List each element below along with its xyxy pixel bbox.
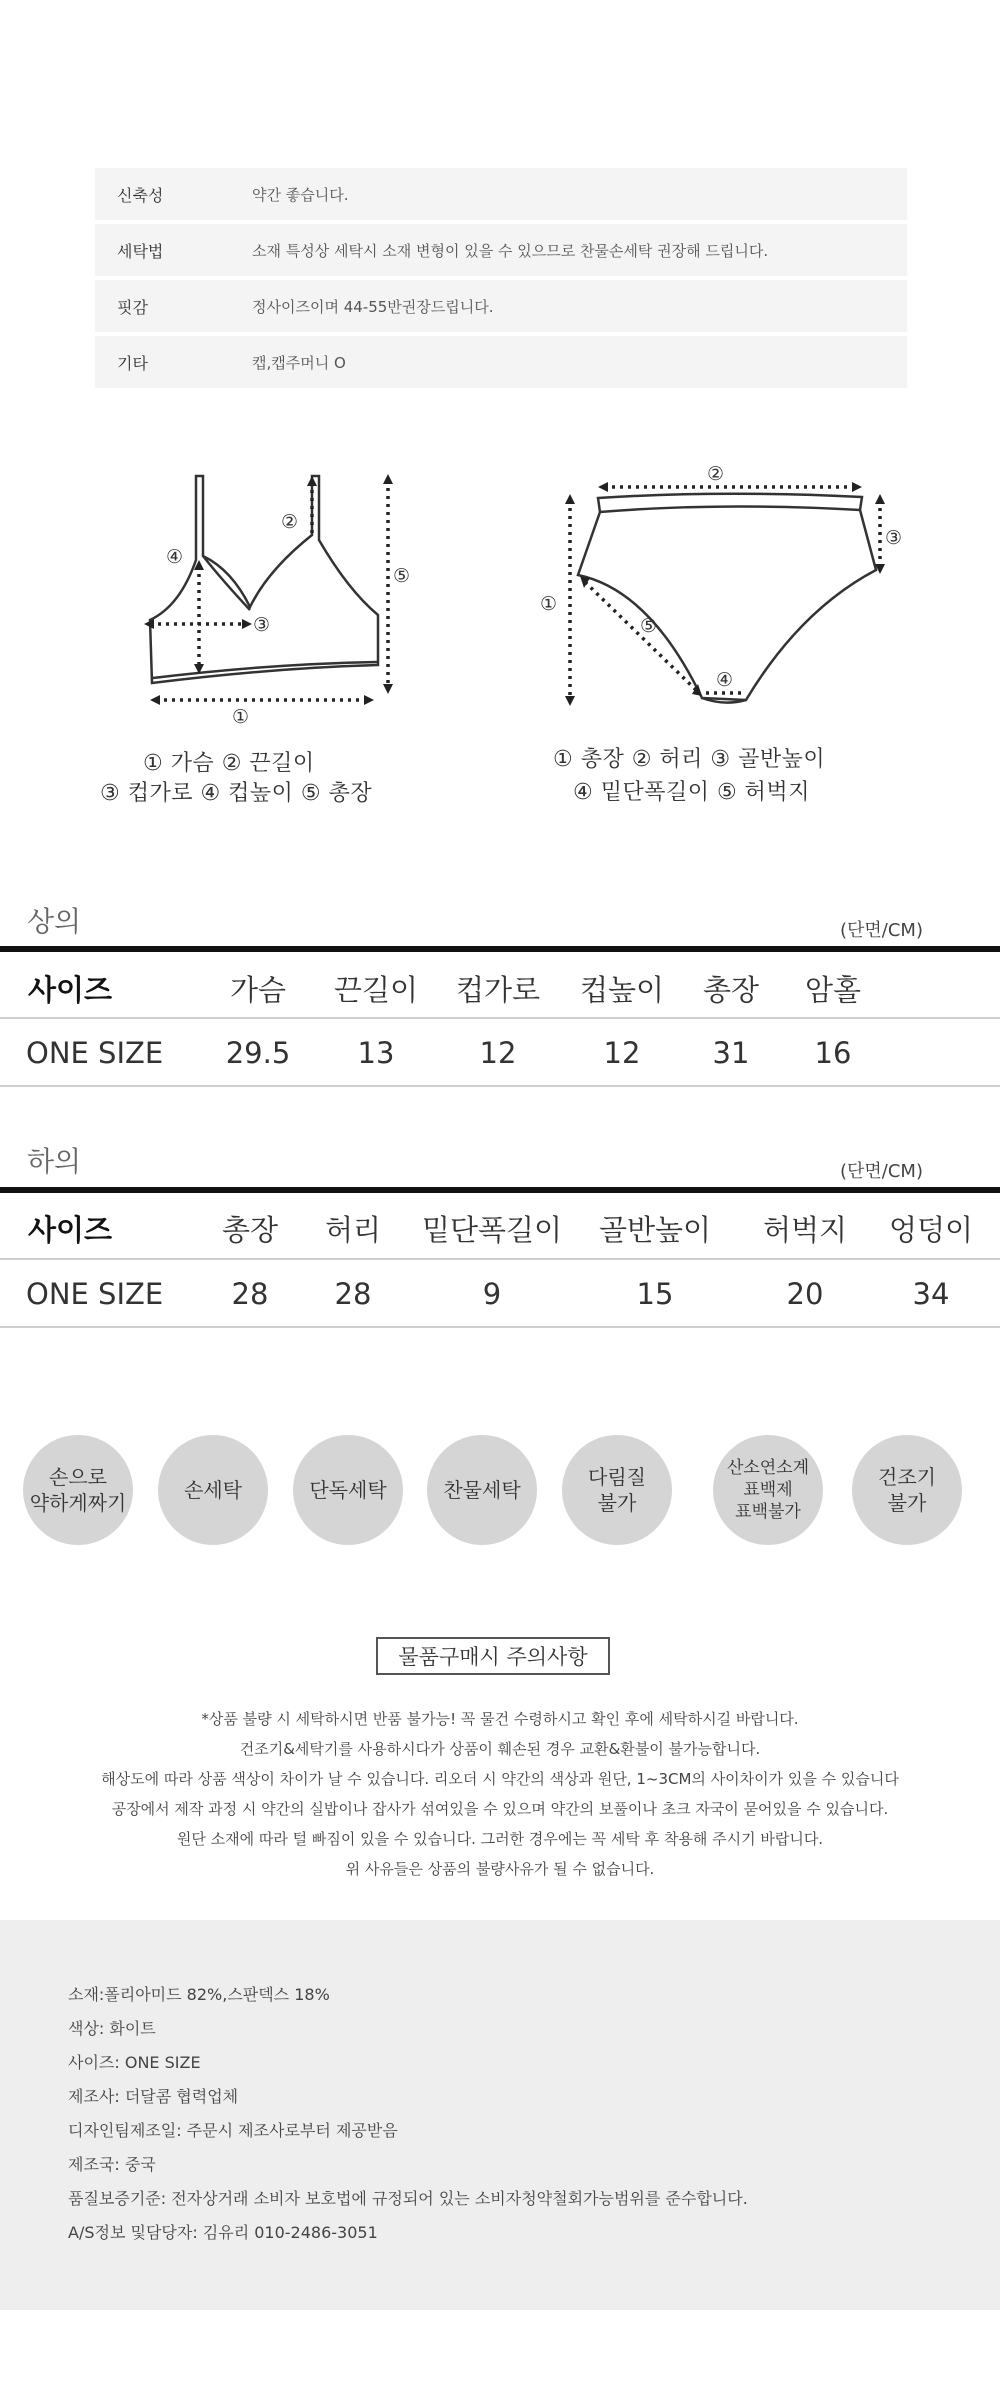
info-material: 소재:폴리아미드 82%,스판덱스 18% xyxy=(68,1985,330,2004)
header-cell: 컵가로 xyxy=(455,973,541,1007)
header-cell: 사이즈 xyxy=(28,1213,113,1247)
hand-wash-icon: 손세탁 xyxy=(158,1435,268,1545)
property-value: 정사이즈이며 44-55반권장드립니다. xyxy=(252,297,494,316)
no-bleach-icon: 산소연소계 표백제 표백불가 xyxy=(713,1435,823,1545)
property-row-stretch xyxy=(95,168,907,220)
bottom-table-unit: (단면/CM) xyxy=(840,1161,923,1182)
info-color: 색상: 화이트 xyxy=(68,2019,156,2038)
table-top-rule xyxy=(0,1187,1000,1193)
info-country: 제조국: 중국 xyxy=(68,2155,156,2174)
fabric-properties-table xyxy=(95,168,907,392)
property-label: 세탁법 xyxy=(117,241,164,261)
info-warranty: 품질보증기준: 전자상거래 소비자 보호법에 규정되어 있는 소비자청약철회가능범위를 준수합니다. xyxy=(68,2189,748,2208)
value-cell: 15 xyxy=(636,1277,674,1311)
notice-line: 건조기&세탁기를 사용하시다가 상품이 훼손된 경우 교환&환불이 불가능합니다. xyxy=(239,1740,761,1758)
header-cell: 끈길이 xyxy=(333,973,419,1007)
table-divider xyxy=(0,1258,1000,1260)
notice-text xyxy=(0,1704,1000,1884)
value-cell: 29.5 xyxy=(225,1036,291,1070)
notice-title: 물품구매시 주의사항 xyxy=(376,1637,610,1675)
value-cell: 28 xyxy=(334,1277,372,1311)
marker-5: ⑤ xyxy=(393,565,411,587)
marker-3: ③ xyxy=(885,527,903,549)
size-cell: ONE SIZE xyxy=(26,1277,164,1311)
hand-wring-icon: 손으로 약하게짜기 xyxy=(23,1435,133,1545)
notice-line: 해상도에 따라 상품 색상이 차이가 날 수 있습니다. 리오더 시 약간의 색상과 원단, 1~3CM의 사이차이가 있을 수 있습니다 xyxy=(101,1770,899,1788)
notice-line: 원단 소재에 따라 털 빠짐이 있을 수 있습니다. 그러한 경우에는 꼭 세탁 후 착용해 주시기 바랍니다. xyxy=(176,1830,824,1848)
header-cell: 사이즈 xyxy=(28,973,113,1007)
value-cell: 31 xyxy=(712,1036,750,1070)
info-manufacturer: 제조사: 더달콤 협력업체 xyxy=(68,2087,239,2106)
value-cell: 9 xyxy=(482,1277,502,1311)
marker-1: ① xyxy=(540,593,558,615)
value-cell: 12 xyxy=(479,1036,517,1070)
header-cell: 골반높이 xyxy=(598,1213,712,1247)
property-row-etc xyxy=(95,336,907,388)
separate-wash-icon: 단독세탁 xyxy=(293,1435,403,1545)
header-cell: 엉덩이 xyxy=(888,1213,974,1247)
marker-5: ⑤ xyxy=(640,615,658,637)
cold-water-icon: 찬물세탁 xyxy=(427,1435,537,1545)
marker-2: ② xyxy=(707,463,725,485)
no-dryer-icon: 건조기 불가 xyxy=(852,1435,962,1545)
marker-2: ② xyxy=(281,511,299,533)
info-manufacture-date: 디자인팀제조일: 주문시 제조사로부터 제공받음 xyxy=(68,2121,398,2140)
header-cell: 컵높이 xyxy=(579,973,665,1007)
marker-4: ④ xyxy=(716,669,734,691)
header-cell: 총장 xyxy=(221,1213,279,1247)
table-bottom-rule xyxy=(0,1326,1000,1328)
property-row-fit xyxy=(95,280,907,332)
marker-1: ① xyxy=(232,706,250,728)
panty-legend-line-2: ④ 밑단폭길이 ⑤ 허벅지 xyxy=(573,780,810,805)
top-table-unit: (단면/CM) xyxy=(840,920,923,941)
panty-legend-line-1: ① 총장 ② 허리 ③ 골반높이 xyxy=(553,747,826,772)
info-size: 사이즈: ONE SIZE xyxy=(68,2053,201,2072)
bottom-table-title: 하의 xyxy=(27,1145,82,1178)
header-cell: 허벅지 xyxy=(762,1213,848,1247)
property-row-washing xyxy=(95,224,907,276)
header-cell: 총장 xyxy=(702,973,760,1007)
size-cell: ONE SIZE xyxy=(26,1036,164,1070)
table-divider xyxy=(0,1017,1000,1019)
property-label: 기타 xyxy=(117,353,148,373)
value-cell: 16 xyxy=(814,1036,852,1070)
notice-line: 공장에서 제작 과정 시 약간의 실밥이나 잡사가 섞여있을 수 있으며 약간의 보풀이나 초크 자국이 묻어있을 수 있습니다. xyxy=(111,1800,889,1818)
notice-line: *상품 불량 시 세탁하시면 반품 불가능! 꼭 물건 수령하시고 확인 후에 세탁하시길 바랍니다. xyxy=(201,1710,799,1728)
bra-diagram xyxy=(150,476,378,683)
property-value: 캡,캡주머니 O xyxy=(252,353,346,372)
value-cell: 34 xyxy=(912,1277,950,1311)
value-cell: 28 xyxy=(231,1277,269,1311)
bra-legend-line-2: ③ 컵가로 ④ 컵높이 ⑤ 총장 xyxy=(100,781,373,806)
diagram-markers xyxy=(166,463,902,728)
product-info-list xyxy=(68,1978,748,2250)
table-bottom-rule xyxy=(0,1085,1000,1087)
value-cell: 20 xyxy=(786,1277,824,1311)
header-cell: 밑단폭길이 xyxy=(421,1213,563,1247)
marker-4: ④ xyxy=(166,546,184,568)
header-cell: 가슴 xyxy=(229,973,287,1007)
notice-line: 위 사유들은 상품의 불량사유가 될 수 없습니다. xyxy=(345,1860,655,1878)
info-as-contact: A/S정보 및담당자: 김유리 010-2486-3051 xyxy=(68,2223,378,2242)
property-value: 약간 좋습니다. xyxy=(252,185,349,204)
header-cell: 허리 xyxy=(324,1213,382,1247)
top-table-title: 상의 xyxy=(27,905,82,938)
marker-3: ③ xyxy=(253,614,271,636)
header-cell: 암홀 xyxy=(804,973,862,1007)
value-cell: 13 xyxy=(357,1036,395,1070)
property-label: 핏감 xyxy=(117,297,148,317)
no-iron-icon: 다림질 불가 xyxy=(562,1435,672,1545)
property-value: 소재 특성상 세탁시 소재 변형이 있을 수 있으므로 찬물손세탁 권장해 드립니다. xyxy=(252,241,769,260)
bra-legend-line-1: ① 가슴 ② 끈길이 xyxy=(143,751,315,776)
value-cell: 12 xyxy=(603,1036,641,1070)
property-label: 신축성 xyxy=(117,185,164,205)
table-top-rule xyxy=(0,946,1000,952)
